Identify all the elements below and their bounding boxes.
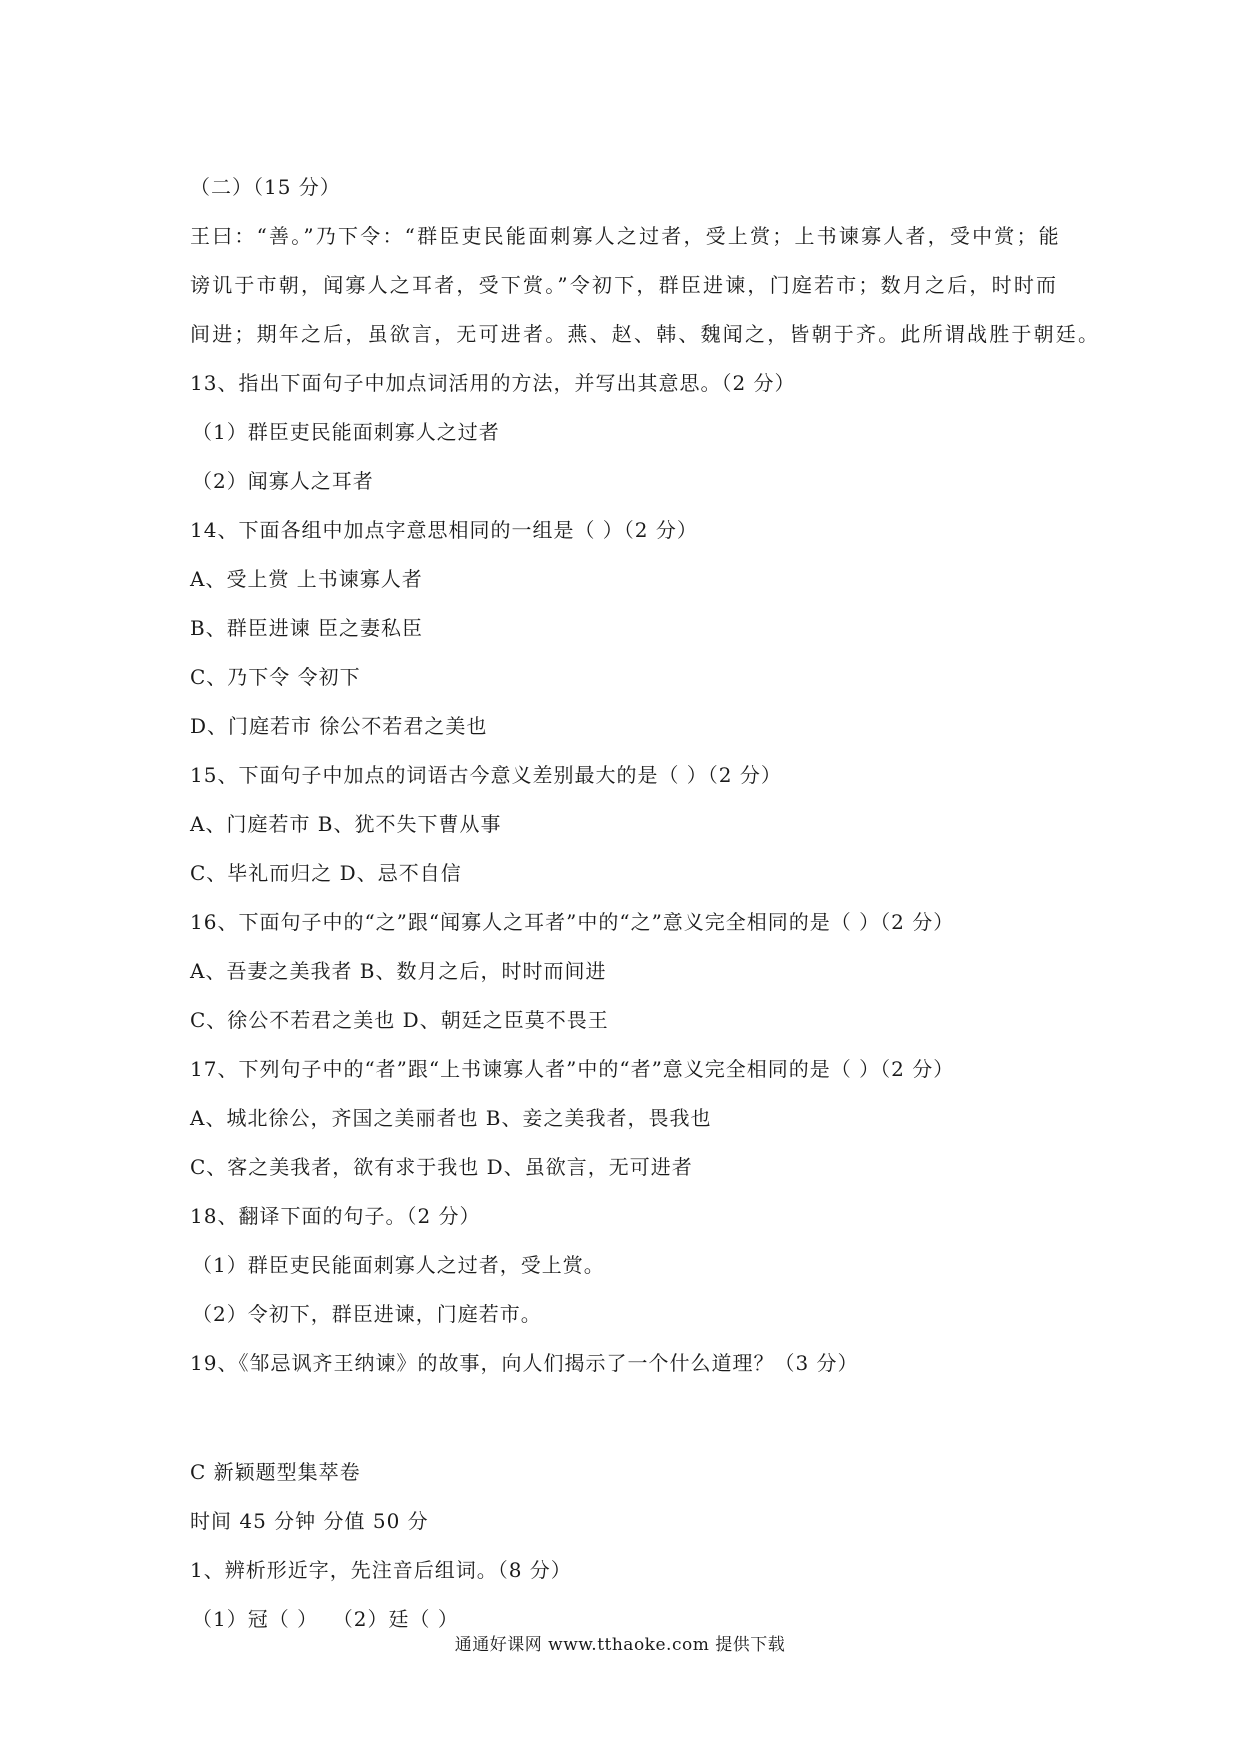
question-option: A、门庭若市 B、犹不失下曹从事 xyxy=(190,812,502,836)
question-option: A、吾妻之美我者 B、数月之后，时时而间进 xyxy=(190,959,607,983)
question-17 xyxy=(190,1045,1070,1192)
passage-line: 谤讥于市朝，闻寡人之耳者，受下赏。”令初下，群臣进谏，门庭若市；数月之后，时时而 xyxy=(190,273,1059,297)
question-option: D、门庭若市 徐公不若君之美也 xyxy=(190,714,488,738)
question-item: （1）冠（ ） （2）廷（ ） xyxy=(192,1607,459,1631)
question-option: C、客之美我者，欲有求于我也 D、虽欲言，无可进者 xyxy=(190,1155,693,1179)
question-19 xyxy=(190,1339,1070,1388)
part-c-title: C 新颖题型集萃卷 xyxy=(190,1460,361,1484)
question-stem: 16、下面句子中的“之”跟“闻寡人之耳者”中的“之”意义完全相同的是（ ）（2 分） xyxy=(190,910,955,934)
question-stem: 1、辨析形近字，先注音后组词。（8 分） xyxy=(190,1558,572,1582)
question-stem: 13、指出下面句子中加点词活用的方法，并写出其意思。（2 分） xyxy=(190,371,796,395)
section-spacer xyxy=(190,1388,1070,1448)
question-item: （1）群臣吏民能面刺寡人之过者，受上赏。 xyxy=(192,1253,605,1277)
question-18 xyxy=(190,1192,1070,1339)
question-14 xyxy=(190,506,1070,751)
question-option: A、城北徐公，齐国之美丽者也 B、妾之美我者，畏我也 xyxy=(190,1106,712,1130)
passage-line: 王曰：“善。”乃下令：“群臣吏民能面刺寡人之过者，受上赏；上书谏寡人者，受中赏；能 xyxy=(190,224,1061,248)
question-15 xyxy=(190,751,1070,898)
question-item: （2）令初下，群臣进谏，门庭若市。 xyxy=(192,1302,542,1326)
part-c xyxy=(190,1448,1070,1644)
page-content xyxy=(190,163,1101,1644)
question-option: C、毕礼而归之 D、忌不自信 xyxy=(190,861,462,885)
passage xyxy=(190,212,1101,359)
question-option: C、徐公不若君之美也 D、朝廷之臣莫不畏王 xyxy=(190,1008,609,1032)
question-item: （2）闻寡人之耳者 xyxy=(192,469,374,493)
question-16 xyxy=(190,898,1070,1045)
question-stem: 19、《邹忌讽齐王纳谏》的故事，向人们揭示了一个什么道理？（3 分） xyxy=(190,1351,859,1375)
question-option: B、群臣进谏 臣之妻私臣 xyxy=(190,616,424,640)
page-footer: 通通好课网 www.tthaoke.com 提供下载 xyxy=(454,1635,786,1655)
section-heading: （二）（15 分） xyxy=(190,175,341,199)
question-item: （1）群臣吏民能面刺寡人之过者 xyxy=(192,420,500,444)
question-stem: 15、下面句子中加点的词语古今意义差别最大的是（ ）（2 分） xyxy=(190,763,782,787)
question-option: C、乃下令 令初下 xyxy=(190,665,361,689)
passage-line: 间进；期年之后，虽欲言，无可进者。燕、赵、韩、魏闻之，皆朝于齐。此所谓战胜于朝廷。 xyxy=(190,322,1101,346)
question-13 xyxy=(190,359,1070,506)
question-stem: 18、翻译下面的句子。（2 分） xyxy=(190,1204,481,1228)
question-option: A、受上赏 上书谏寡人者 xyxy=(190,567,423,591)
question-stem: 14、下面各组中加点字意思相同的一组是（ ）（2 分） xyxy=(190,518,698,542)
part-c-meta: 时间 45 分钟 分值 50 分 xyxy=(190,1509,429,1533)
question-stem: 17、下列句子中的“者”跟“上书谏寡人者”中的“者”意义完全相同的是（ ）（2 分） xyxy=(190,1057,955,1081)
